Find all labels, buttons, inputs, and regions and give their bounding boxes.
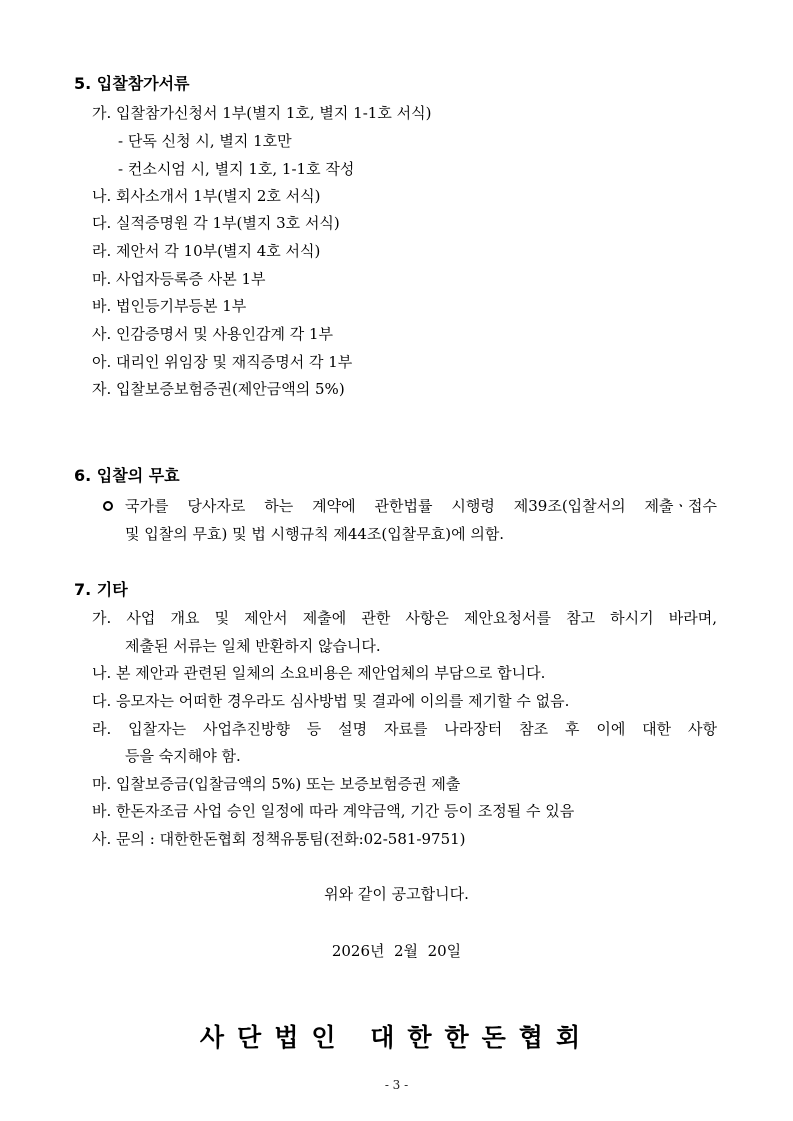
section-5-item: 다. 실적증명원 각 1부(별지 3호 서식) (92, 214, 340, 232)
section-7-item: 바. 한돈자조금 사업 승인 일정에 따라 계약금액, 기간 등이 조정될 수 있음 (92, 802, 575, 820)
section-6-text: 국가를 당사자로 하는 계약에 관한법률 시행령 제39조(입찰서의 제출ㆍ접수 (125, 497, 717, 515)
section-5-item: 가. 입찰참가신청서 1부(별지 1호, 별지 1-1호 서식) (92, 104, 432, 122)
section-5-item: 사. 인감증명서 및 사용인감계 각 1부 (92, 325, 334, 343)
section-5-item: 아. 대리인 위임장 및 재직증명서 각 1부 (92, 353, 353, 371)
section-7-item: 사. 문의 : 대한한돈협회 정책유통팀(전화:02-581-9751) (92, 830, 466, 848)
section-5-item: 나. 회사소개서 1부(별지 2호 서식) (92, 187, 321, 205)
section-7-item: 나. 본 제안과 관련된 일체의 소요비용은 제안업체의 부담으로 합니다. (92, 664, 546, 682)
circle-bullet-icon (103, 501, 113, 511)
announcement-date: 2026년 2월 20일 (331, 942, 462, 960)
section-5-subitem: - 단독 신청 시, 별지 1호만 (118, 132, 292, 150)
section-7-item-continued: 등을 숙지해야 함. (125, 747, 241, 765)
section-5-subitem: - 컨소시엄 시, 별지 1호, 1-1호 작성 (118, 160, 355, 178)
section-5-item: 바. 법인등기부등본 1부 (92, 297, 247, 315)
section-7-item-continued: 제출된 서류는 일체 반환하지 않습니다. (125, 637, 381, 655)
section-5-title: 5. 입찰참가서류 (74, 74, 190, 93)
closing-statement: 위와 같이 공고합니다. (324, 885, 469, 903)
organization-name: 사단법인 대한한돈협회 (199, 1023, 594, 1052)
section-7-item: 가. 사업 개요 및 제안서 제출에 관한 사항은 제안요청서를 참고 하시기 바라며, (92, 609, 717, 627)
section-6-text: 및 입찰의 무효) 및 법 시행규칙 제44조(입찰무효)에 의함. (125, 525, 505, 543)
section-5-item: 라. 제안서 각 10부(별지 4호 서식) (92, 242, 321, 260)
section-6-title: 6. 입찰의 무효 (74, 466, 180, 485)
section-7-title: 7. 기타 (74, 580, 128, 599)
section-5-item: 자. 입찰보증보험증권(제안금액의 5%) (92, 380, 345, 398)
section-5-item: 마. 사업자등록증 사본 1부 (92, 270, 266, 288)
section-7-item: 마. 입찰보증금(입찰금액의 5%) 또는 보증보험증권 제출 (92, 775, 461, 793)
section-7-item: 다. 응모자는 어떠한 경우라도 심사방법 및 결과에 이의를 제기할 수 없음. (92, 692, 570, 710)
page-number: - 3 - (384, 1078, 409, 1092)
section-7-item: 라. 입찰자는 사업추진방향 등 설명 자료를 나라장터 참조 후 이에 대한 사항 (92, 720, 717, 738)
